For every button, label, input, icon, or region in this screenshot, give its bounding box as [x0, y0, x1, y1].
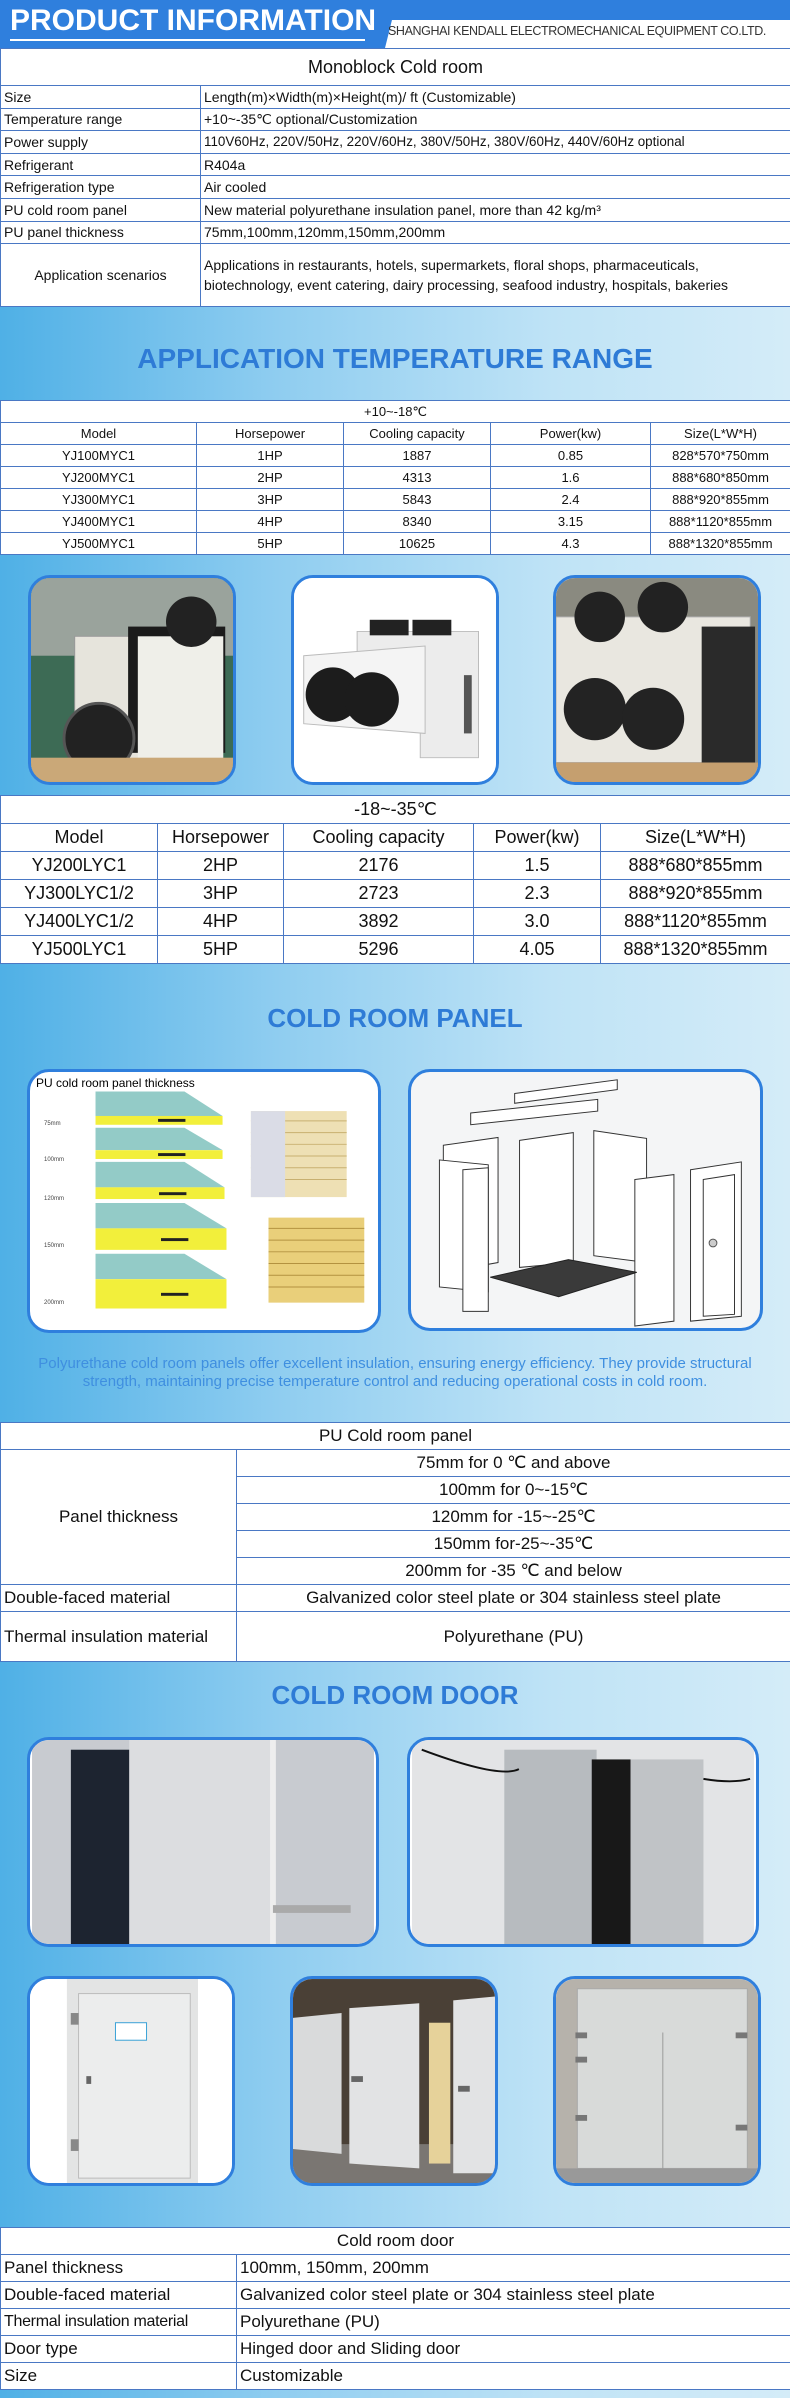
cell-capacity: 2176 [284, 852, 474, 880]
thickness-value: 75mm for 0 ℃ and above [237, 1450, 790, 1477]
medium-temp-table [0, 400, 790, 555]
table-row [1, 936, 790, 964]
cell-model: YJ300MYC1 [1, 489, 197, 511]
cell-hp: 1HP [197, 445, 344, 467]
cell-power: 2.3 [474, 880, 601, 908]
row-value: Polyurethane (PU) [237, 2309, 790, 2336]
column-header: Power(kw) [474, 824, 601, 852]
section-heading-panel: COLD ROOM PANEL [267, 1003, 523, 1033]
unit-image-3 [553, 575, 761, 785]
header-banner [0, 0, 790, 48]
door-image-4 [290, 1976, 498, 2186]
table-row [1, 1585, 790, 1612]
door-image-5 [553, 1976, 761, 2186]
row-value: Hinged door and Sliding door [237, 2336, 790, 2363]
row-label: Power supply [1, 131, 201, 154]
table-row [1, 2336, 790, 2363]
row-value: Customizable [237, 2363, 790, 2390]
pu-panel-table [0, 1422, 790, 1662]
cell-capacity: 3892 [284, 908, 474, 936]
condensing-unit-photo-icon [556, 578, 758, 782]
table-row [1, 244, 790, 307]
cell-model: YJ500MYC1 [1, 533, 197, 555]
cell-hp: 5HP [197, 533, 344, 555]
table-row [1, 1450, 790, 1477]
row-value: +10~-35℃ optional/Customization [201, 108, 790, 131]
cell-hp: 4HP [158, 908, 284, 936]
thickness-value: 200mm for -35 ℃ and below [237, 1558, 790, 1585]
cell-capacity: 4313 [344, 467, 491, 489]
column-header: Horsepower [197, 423, 344, 445]
door-image-1 [27, 1737, 379, 1947]
thickness-label: 100mm [44, 1157, 65, 1163]
door-image-3 [27, 1976, 235, 2186]
row-label: Double-faced material [1, 2282, 237, 2309]
table-row [1, 2282, 790, 2309]
cell-hp: 3HP [197, 489, 344, 511]
cell-power: 4.05 [474, 936, 601, 964]
table-row [1, 880, 790, 908]
row-label: PU panel thickness [1, 221, 201, 244]
range-label: -18~-35℃ [1, 796, 790, 824]
cell-hp: 2HP [158, 852, 284, 880]
hinged-door-photo-icon [30, 1979, 232, 2183]
row-label: Double-faced material [1, 1585, 237, 1612]
panel-description: Polyurethane cold room panels offer excellent insulation, ensuring energy efficiency. They provide structural strength, maintaining precise temperature control and reducing operational costs in cold room. [38, 1355, 752, 1390]
column-header: Size(L*W*H) [651, 423, 790, 445]
spec-table-title: Monoblock Cold room [1, 49, 790, 86]
cell-model: YJ200MYC1 [1, 467, 197, 489]
cell-power: 1.6 [491, 467, 651, 489]
double-hinged-door-photo-icon [556, 1979, 758, 2183]
row-label: Thermal insulation material [1, 2309, 237, 2336]
cell-power: 1.5 [474, 852, 601, 880]
range-row [1, 401, 790, 423]
row-value: Length(m)×Width(m)×Height(m)/ ft (Customizable) [201, 86, 790, 109]
range-label: +10~-18℃ [1, 401, 790, 423]
thickness-value: 100mm for 0~-15℃ [237, 1477, 790, 1504]
cell-model: YJ200LYC1 [1, 852, 158, 880]
row-value: Air cooled [201, 176, 790, 199]
row-label: Size [1, 2363, 237, 2390]
cell-size: 888*1320*855mm [651, 533, 790, 555]
unit-image-2 [291, 575, 499, 785]
cell-capacity: 5296 [284, 936, 474, 964]
low-temp-table [0, 795, 790, 964]
panel-thickness-image [27, 1069, 381, 1333]
table-row [1, 445, 790, 467]
column-header: Power(kw) [491, 423, 651, 445]
thickness-label: 120mm [44, 1196, 65, 1202]
row-value: 100mm, 150mm, 200mm [237, 2255, 790, 2282]
page-title: PRODUCT INFORMATION [10, 4, 377, 37]
cell-size: 828*570*750mm [651, 445, 790, 467]
company-name: SHANGHAI KENDALL ELECTROMECHANICAL EQUIPMENT CO.LTD. [388, 24, 766, 38]
cell-model: YJ100MYC1 [1, 445, 197, 467]
table-row [1, 131, 790, 154]
table-row [1, 198, 790, 221]
row-value: Galvanized color steel plate or 304 stainless steel plate [237, 1585, 790, 1612]
door-image-2 [407, 1737, 759, 1947]
row-label: Panel thickness [1, 1450, 237, 1585]
table-row [1, 511, 790, 533]
cell-hp: 3HP [158, 880, 284, 908]
header-row [1, 824, 790, 852]
cell-capacity: 5843 [344, 489, 491, 511]
panel-image-caption: PU cold room panel thickness [36, 1076, 195, 1090]
row-label: Size [1, 86, 201, 109]
column-header: Cooling capacity [284, 824, 474, 852]
cell-power: 0.85 [491, 445, 651, 467]
table-row [1, 2309, 790, 2336]
row-label: Thermal insulation material [1, 1612, 237, 1662]
header-row [1, 423, 790, 445]
cell-power: 3.15 [491, 511, 651, 533]
cold-room-exploded-image [408, 1069, 763, 1331]
table-row [1, 176, 790, 199]
table-row [1, 1612, 790, 1662]
table-title-row [1, 49, 790, 86]
table-row [1, 852, 790, 880]
title-underline [10, 39, 365, 41]
thickness-label: 75mm [44, 1121, 61, 1127]
unit-image-1 [28, 575, 236, 785]
cell-model: YJ300LYC1/2 [1, 880, 158, 908]
row-label: Panel thickness [1, 2255, 237, 2282]
row-label: Refrigeration type [1, 176, 201, 199]
cell-size: 888*680*850mm [651, 467, 790, 489]
table-row [1, 153, 790, 176]
row-label: Application scenarios [1, 244, 201, 307]
cell-power: 3.0 [474, 908, 601, 936]
thickness-label: 200mm [44, 1300, 65, 1306]
cell-model: YJ400MYC1 [1, 511, 197, 533]
cell-size: 888*1120*855mm [601, 908, 790, 936]
row-value: Galvanized color steel plate or 304 stainless steel plate [237, 2282, 790, 2309]
cell-capacity: 2723 [284, 880, 474, 908]
cell-power: 2.4 [491, 489, 651, 511]
table-title-row [1, 2228, 790, 2255]
table-row [1, 2363, 790, 2390]
cell-model: YJ500LYC1 [1, 936, 158, 964]
condensing-unit-photo-icon [31, 578, 233, 782]
hinged-doors-stack-photo-icon [293, 1979, 495, 2183]
panel-layers-diagram-icon [30, 1072, 378, 1330]
row-label: Temperature range [1, 108, 201, 131]
table-title-row [1, 1423, 790, 1450]
cell-capacity: 1887 [344, 445, 491, 467]
cold-room-door-table [0, 2227, 790, 2390]
row-label: Refrigerant [1, 153, 201, 176]
thickness-value: 120mm for -15~-25℃ [237, 1504, 790, 1531]
table-row [1, 489, 790, 511]
row-value: 75mm,100mm,120mm,150mm,200mm [201, 221, 790, 244]
cell-size: 888*920*855mm [651, 489, 790, 511]
column-header: Size(L*W*H) [601, 824, 790, 852]
thickness-label: 150mm [44, 1243, 65, 1249]
row-value: R404a [201, 153, 790, 176]
sliding-door-photo-icon [30, 1740, 376, 1944]
range-row [1, 796, 790, 824]
cell-capacity: 10625 [344, 533, 491, 555]
row-label: Door type [1, 2336, 237, 2363]
cell-size: 888*1320*855mm [601, 936, 790, 964]
cell-power: 4.3 [491, 533, 651, 555]
column-header: Cooling capacity [344, 423, 491, 445]
cell-size: 888*920*855mm [601, 880, 790, 908]
cell-hp: 4HP [197, 511, 344, 533]
monoblock-spec-table [0, 48, 790, 307]
table-row [1, 533, 790, 555]
door-table-title: Cold room door [1, 2228, 790, 2255]
table-row [1, 2255, 790, 2282]
table-row [1, 108, 790, 131]
section-heading-temperature: APPLICATION TEMPERATURE RANGE [137, 343, 653, 374]
section-heading-door: COLD ROOM DOOR [271, 1680, 519, 1710]
column-header: Horsepower [158, 824, 284, 852]
cell-hp: 5HP [158, 936, 284, 964]
cold-room-assembly-diagram-icon [411, 1072, 760, 1328]
thickness-value: 150mm for-25~-35℃ [237, 1531, 790, 1558]
row-value: 110V60Hz, 220V/50Hz, 220V/60Hz, 380V/50Hz, 380V/60Hz, 440V/60Hz optional [201, 131, 790, 154]
cell-model: YJ400LYC1/2 [1, 908, 158, 936]
row-value: Applications in restaurants, hotels, supermarkets, floral shops, pharmaceuticals, biotechnology, event catering, dairy processing, seafood industry, hospitals, bakeries [201, 244, 790, 307]
row-label: PU cold room panel [1, 198, 201, 221]
table-row [1, 467, 790, 489]
table-row [1, 86, 790, 109]
cell-capacity: 8340 [344, 511, 491, 533]
condensing-unit-photo-icon [294, 578, 496, 782]
column-header: Model [1, 423, 197, 445]
stainless-sliding-door-photo-icon [410, 1740, 756, 1944]
cell-size: 888*1120*855mm [651, 511, 790, 533]
table-row [1, 221, 790, 244]
column-header: Model [1, 824, 158, 852]
row-value: Polyurethane (PU) [237, 1612, 790, 1662]
pu-table-title: PU Cold room panel [1, 1423, 790, 1450]
cell-size: 888*680*855mm [601, 852, 790, 880]
row-value: New material polyurethane insulation panel, more than 42 kg/m³ [201, 198, 790, 221]
cell-hp: 2HP [197, 467, 344, 489]
table-row [1, 908, 790, 936]
